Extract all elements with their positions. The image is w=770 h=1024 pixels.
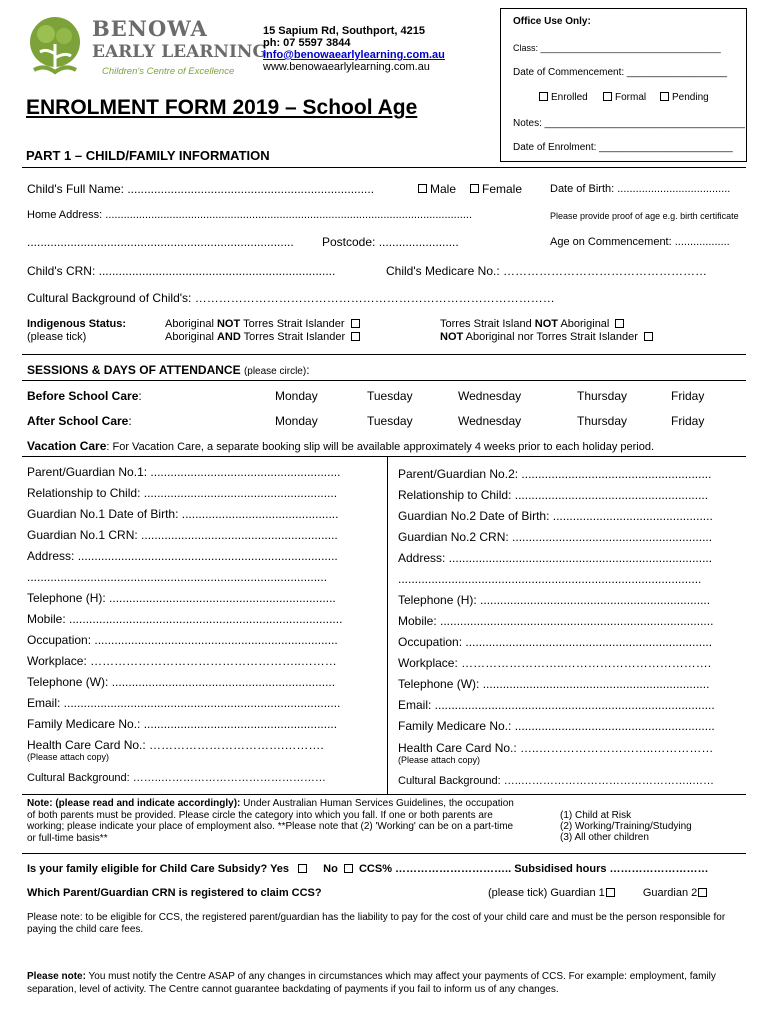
home-address-field[interactable]: Home Address: ........................................................................................................................ — [27, 209, 472, 221]
age-commencement-field[interactable]: Age on Commencement: .................. — [550, 236, 730, 248]
postcode-field[interactable]: Postcode: ........................ — [322, 235, 459, 249]
after-day-tuesday[interactable]: Tuesday — [367, 414, 413, 428]
category-2[interactable]: (2) Working/Training/Studying — [560, 821, 692, 832]
guardian1-relationship-field[interactable]: Relationship to Child: .......................................................... — [27, 486, 338, 500]
tree-logo-icon — [24, 14, 86, 80]
child-cultural-field[interactable]: Cultural Background of Child's: ……………………………………………………………………………… — [27, 291, 555, 305]
checkbox-icon[interactable] — [539, 92, 548, 101]
address-line2-field[interactable]: ................................................................................ — [27, 235, 294, 249]
contact-phone: ph: 07 5597 3844 — [263, 37, 351, 49]
guardian2-crn-field[interactable]: Guardian No.2 CRN: ............................................................ — [398, 530, 713, 544]
guardian2-checkbox[interactable] — [698, 888, 707, 897]
checkbox-icon[interactable] — [644, 332, 653, 341]
category-1[interactable]: (1) Child at Risk — [560, 810, 632, 821]
guardian2-workplace-field[interactable]: Workplace: ……………………..………………………………. — [398, 656, 712, 670]
checkbox-icon[interactable] — [615, 319, 624, 328]
before-day-wednesday[interactable]: Wednesday — [458, 389, 522, 403]
office-class-field[interactable]: Class: ____________________________________ — [513, 43, 721, 53]
ccs-liability-note: Please note: to be eligible for CCS, the registered parent/guardian has the liability to pay for the cost of your child care and must be the person responsible for paying the child care fees. — [27, 912, 726, 935]
office-status-enrolled[interactable]: Enrolled — [539, 92, 588, 103]
guardian1-name-field[interactable]: Parent/Guardian No.1: ......................................................... — [27, 465, 341, 479]
guardian-divider — [387, 456, 388, 794]
divider — [22, 354, 746, 355]
ccs-crn-question: Which Parent/Guardian CRN is registered to claim CCS? — [27, 887, 322, 899]
guardian2-tel-home-field[interactable]: Telephone (H): ..................................................................... — [398, 593, 711, 607]
guardian2-address-field[interactable]: Address: ............................................................................... — [398, 551, 713, 565]
contact-web[interactable]: www.benowaearlylearning.com.au — [263, 61, 430, 73]
occupation-note: Note: (please read and indicate accordingly): Under Australian Human Services Guidelines, the occupation of both parents must be provided. Please circle the category into which you fall. If one or both parents are working; please indicate your place of employment also. **Please note that (2) 'Working' can be on a part-time or full-time basis** — [27, 798, 514, 844]
guardian2-email-field[interactable]: Email: .................................................................................... — [398, 698, 715, 712]
guardian1-occupation-field[interactable]: Occupation: ......................................................................... — [27, 633, 338, 647]
contact-email[interactable]: info@benowaearlylearning.com.au — [263, 49, 445, 61]
guardian1-cultural-field[interactable]: Cultural Background: ……..……………………………………… — [27, 772, 326, 784]
child-full-name-field[interactable]: Child's Full Name: .......................................................................... — [27, 182, 375, 196]
guardian2-address2-field[interactable]: ........................................................................................... — [398, 572, 702, 586]
guardian2-attach-note: (Please attach copy) — [398, 755, 481, 765]
guardian2-relationship-field[interactable]: Relationship to Child: .......................................................... — [398, 488, 709, 502]
office-title: Office Use Only: — [513, 16, 591, 27]
guardian1-attach-note: (Please attach copy) — [27, 752, 110, 762]
guardian1-address-field[interactable]: Address: .............................................................................. — [27, 549, 338, 563]
before-day-monday[interactable]: Monday — [275, 389, 318, 403]
guardian1-email-field[interactable]: Email: ................................................................................... — [27, 696, 341, 710]
child-medicare-field[interactable]: Child's Medicare No.: …………………………………………… — [386, 264, 707, 278]
guardian1-address2-field[interactable]: .......................................................................................... — [27, 570, 328, 584]
logo-tagline: Children's Centre of Excellence — [102, 66, 235, 77]
before-day-tuesday[interactable]: Tuesday — [367, 389, 413, 403]
after-school-care-label: After School Care: — [27, 414, 132, 428]
checkbox-icon[interactable] — [351, 332, 360, 341]
checkbox-icon[interactable] — [603, 92, 612, 101]
category-3[interactable]: (3) All other children — [560, 832, 649, 843]
yes-checkbox[interactable] — [298, 864, 307, 873]
divider — [22, 167, 504, 168]
office-enrolment-date-field[interactable]: Date of Enrolment: ________________________ — [513, 142, 733, 153]
guardian2-cultural-field[interactable]: Cultural Background: …..………………………………………..…… — [398, 775, 715, 787]
sessions-heading: SESSIONS & DAYS OF ATTENDANCE (please circle): — [27, 363, 310, 377]
proof-age-note: Please provide proof of age e.g. birth certificate — [550, 211, 739, 221]
male-checkbox[interactable]: Male — [418, 182, 456, 196]
guardian2-dob-field[interactable]: Guardian No.2 Date of Birth: ................................................ — [398, 509, 713, 523]
ccs-guardian-tick-row: (please tick) Guardian 1 Guardian 2 — [488, 887, 710, 899]
office-status-formal[interactable]: Formal — [603, 92, 646, 103]
guardian1-mobile-field[interactable]: Mobile: .................................................................................. — [27, 612, 343, 626]
guardian2-name-field[interactable]: Parent/Guardian No.2: ......................................................... — [398, 467, 712, 481]
guardian2-medicare-field[interactable]: Family Medicare No.: ............................................................ — [398, 719, 715, 733]
after-day-wednesday[interactable]: Wednesday — [458, 414, 522, 428]
logo-line2: EARLY LEARNING — [92, 42, 267, 62]
checkbox-icon[interactable] — [660, 92, 669, 101]
logo-line1: BENOWA — [92, 16, 208, 41]
divider — [22, 380, 746, 381]
contact-address: 15 Sapium Rd, Southport, 4215 — [263, 25, 425, 37]
divider — [500, 167, 746, 168]
child-crn-field[interactable]: Child's CRN: ....................................................................... — [27, 264, 336, 278]
no-checkbox[interactable] — [344, 864, 353, 873]
indigenous-tick-hint: (please tick) — [27, 331, 87, 343]
form-title: ENROLMENT FORM 2019 – School Age — [26, 96, 418, 119]
logo — [24, 14, 267, 84]
after-day-friday[interactable]: Friday — [671, 414, 705, 428]
guardian1-workplace-field[interactable]: Workplace: ……………………………………………..……… — [27, 654, 337, 668]
female-checkbox[interactable]: Female — [470, 182, 522, 196]
guardian2-health-card-field[interactable]: Health Care Card No.: …..………………………..…………… — [398, 741, 714, 755]
office-status-pending[interactable]: Pending — [660, 92, 709, 103]
guardian1-tel-home-field[interactable]: Telephone (H): .................................................................... — [27, 591, 336, 605]
guardian2-occupation-field[interactable]: Occupation: .......................................................................... — [398, 635, 713, 649]
indigenous-option-4[interactable]: NOT Aboriginal nor Torres Strait Islander — [440, 331, 656, 343]
vacation-care-note: Vacation Care: For Vacation Care, a separate booking slip will be available approximately 4 weeks prior to each holiday period. — [27, 439, 655, 453]
indigenous-option-2[interactable]: Aboriginal AND Torres Strait Islander — [165, 331, 363, 343]
divider — [22, 456, 746, 457]
part1-heading: PART 1 – CHILD/FAMILY INFORMATION — [26, 148, 270, 163]
ccs-change-note: Please note: You must notify the Centre ASAP of any changes in circumstances which may affect your payments of CCS. For example: employment, family separation, level of activity. The Centre cannot guarantee backdating of payments if you fail to inform us of any changes. — [27, 971, 716, 995]
divider — [22, 794, 746, 795]
checkbox-icon[interactable] — [418, 184, 427, 193]
before-day-friday[interactable]: Friday — [671, 389, 705, 403]
office-commencement-field[interactable]: Date of Commencement: __________________ — [513, 67, 728, 78]
guardian1-crn-field[interactable]: Guardian No.1 CRN: ........................................................... — [27, 528, 338, 542]
office-notes-field[interactable]: Notes: ____________________________________ — [513, 118, 745, 129]
child-dob-field[interactable]: Date of Birth: ..................................... — [550, 183, 731, 195]
guardian1-checkbox[interactable] — [606, 888, 615, 897]
indigenous-label: Indigenous Status: — [27, 318, 126, 330]
divider — [22, 853, 746, 854]
ccs-percent-field[interactable]: CCS% ………………………….. Subsidised hours ……………………… — [358, 863, 709, 875]
office-use-box — [500, 8, 747, 162]
ccs-eligibility-row: Is your family eligible for Child Care Subsidy? Yes No CCS% ………………………….. Subsidised hours ……………………… — [27, 863, 709, 875]
indigenous-option-1[interactable]: Aboriginal NOT Torres Strait Islander — [165, 318, 363, 330]
before-school-care-label: Before School Care: — [27, 389, 142, 403]
checkbox-icon[interactable] — [351, 319, 360, 328]
before-day-thursday[interactable]: Thursday — [577, 389, 628, 403]
guardian1-medicare-field[interactable]: Family Medicare No.: .......................................................... — [27, 717, 338, 731]
guardian1-dob-field[interactable]: Guardian No.1 Date of Birth: ............................................... — [27, 507, 339, 521]
guardian2-mobile-field[interactable]: Mobile: .................................................................................. — [398, 614, 714, 628]
after-day-thursday[interactable]: Thursday — [577, 414, 628, 428]
guardian1-tel-work-field[interactable]: Telephone (W): ................................................................... — [27, 675, 336, 689]
indigenous-option-3[interactable]: Torres Strait Island NOT Aboriginal — [440, 318, 627, 330]
after-day-monday[interactable]: Monday — [275, 414, 318, 428]
checkbox-icon[interactable] — [470, 184, 479, 193]
guardian2-tel-work-field[interactable]: Telephone (W): .................................................................... — [398, 677, 710, 691]
guardian1-health-card-field[interactable]: Health Care Card No.: …………………………….………. — [27, 738, 324, 752]
